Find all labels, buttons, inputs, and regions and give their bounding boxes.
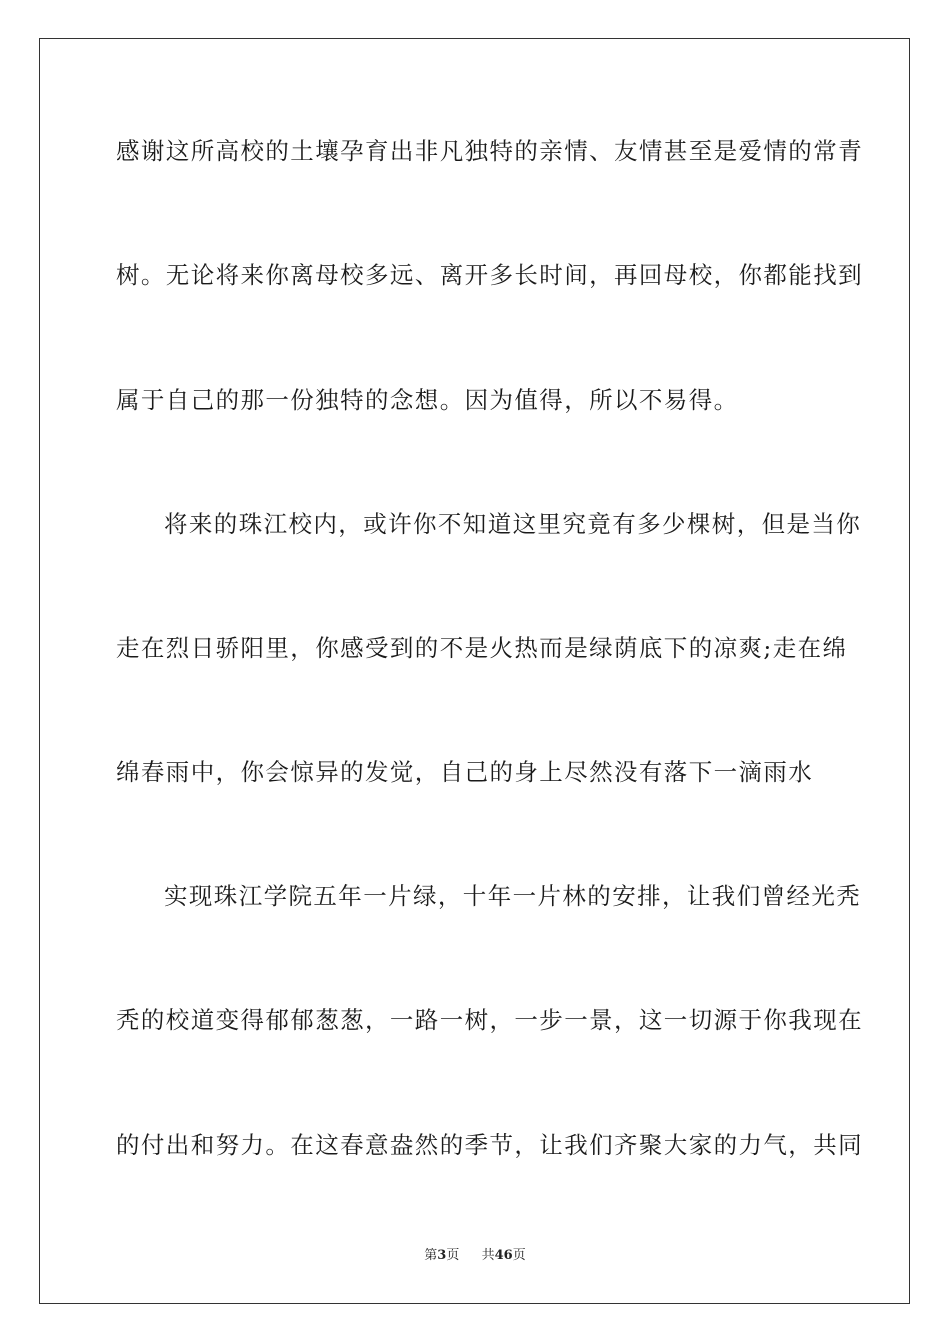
paragraph-line-2: 树。无论将来你离母校多远、离开多长时间，再回母校，你都能找到 (116, 261, 863, 289)
total-prefix: 共 (481, 1248, 495, 1263)
paragraph-line-8: 秃的校道变得郁郁葱葱，一路一树，一步一景，这一切源于你我现在 (116, 1006, 863, 1034)
total-page-count: 46 (494, 1248, 513, 1263)
paragraph-line-4: 将来的珠江校内，或许你不知道这里究竟有多少棵树，但是当你 (164, 510, 862, 538)
paragraph-line-5: 走在烈日骄阳里，你感受到的不是火热而是绿荫底下的凉爽;走在绵 (116, 634, 848, 662)
total-suffix: 页 (512, 1248, 526, 1263)
page-suffix: 页 (446, 1248, 460, 1263)
paragraph-line-9: 的付出和努力。在这春意盎然的季节，让我们齐聚大家的力气，共同 (116, 1131, 863, 1159)
current-page-number: 3 (437, 1248, 447, 1263)
page-footer (0, 1248, 950, 1264)
paragraph-line-7: 实现珠江学院五年一片绿，十年一片林的安排，让我们曾经光秃 (164, 882, 862, 910)
paragraph-line-3: 属于自己的那一份独特的念想。因为值得，所以不易得。 (116, 386, 739, 414)
page-border (39, 38, 910, 1304)
paragraph-line-6: 绵春雨中，你会惊异的发觉，自己的身上尽然没有落下一滴雨水 (116, 758, 814, 786)
page-prefix: 第 (424, 1248, 438, 1263)
paragraph-line-1: 感谢这所高校的土壤孕育出非凡独特的亲情、友情甚至是爱情的常青 (116, 137, 863, 165)
